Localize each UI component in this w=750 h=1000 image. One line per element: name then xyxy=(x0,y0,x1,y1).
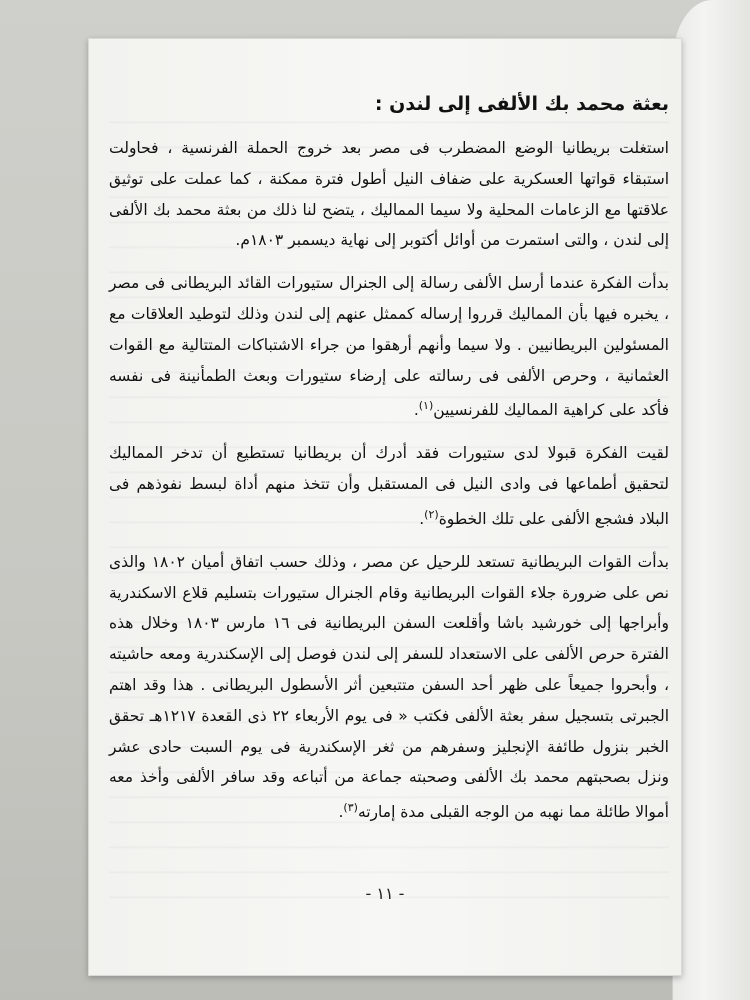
paragraph-3-text: لقيت الفكرة قبولا لدى ستيورات فقد أدرك أن بريطانيا تستطيع أن تدخر المماليك لتحقيق أطماعها فى وادى النيل فى المستقبل وأن تتخذ منهم أداة لبسط نفوذهم فى البلاد فشجع الألفى على تلك الخطوة xyxy=(109,444,669,529)
paragraph-2: بدأت الفكرة عندما أرسل الألفى رسالة إلى الجنرال ستيورات القائد البريطانى فى مصر ، يخبره فيها بأن المماليك قرروا إرساله كممثل عنهم إلى لندن وذلك لتوطيد العلاقات مع المسئولين البريطانيين . ولا سيما وأنهم أرهقوا من جراء الاشتباكات المتتالية مع القوات العثمانية ، وحرص الألفى فى رسالته على إرضاء ستيورات وبعث الطمأنينة فى نفسه فأكد على كراهية المماليك للفرنسيين$^{(١)}$. xyxy=(109,274,669,420)
paragraph-4-text: بدأت القوات البريطانية تستعد للرحيل عن مصر ، وذلك حسب اتفاق أميان ١٨٠٢ والذى نص على ضرورة جلاء القوات البريطانية وقام الجنرال ستيورات بتسليم قلاع الاسكندرية وأبراجها إلى خورشيد باشا وأقلعت السفن البريطانية فى ١٦ مارس ١٨٠٣ وخلال هذه الفترة حرص الألفى على الاستعداد للسفر إلى لندن فوصل إلى الإسكندرية ومعه حاشيته ، وأبحروا جميعاً على ظهر أحد السفن متتبعين أثر الأسطول البريطانى . هذا وقد اهتم الجبرتى بتسجيل سفر بعثة الألفى فكتب « فى يوم الأربعاء ٢٢ ذى القعدة ١٢١٧هـ تحقق الخبر بنزول طائفة الإنجليز وسفرهم من ثغر الإسكندرية فى يوم السبت حادى عشر ونزل بصحبتهم محمد بك الألفى وصحبته جماعة من أتباعه وقد سافر الألفى وأخذ معه أموالا طائلة مما نهبه من الوجه القبلى مدة إمارته xyxy=(109,552,670,822)
paragraph-1-text: استغلت بريطانيا الوضع المضطرب فى مصر بعد خروج الحملة الفرنسية ، فحاولت استبقاء قواتها العسكرية على ضفاف النيل أطول فترة ممكنة ، كما عملت على توثيق علاقتها مع الزعامات المحلية ولا سيما المماليك ، يتضح لنا ذلك من بعثة محمد بك الألفى إلى لندن ، والتى استمرت من أوائل أكتوبر إلى نهاية ديسمبر ١٨٠٣م. xyxy=(109,139,669,250)
paragraph-1 xyxy=(109,133,669,256)
page-content xyxy=(109,89,669,840)
footnote-mark-1: (١) xyxy=(418,399,434,413)
paragraph-4 xyxy=(109,547,669,828)
page-number: - ١١ - xyxy=(365,884,405,903)
footnote-mark-3: (٣) xyxy=(343,801,358,815)
section-heading: بعثة محمد بك الألفى إلى لندن : xyxy=(374,93,669,115)
book-page-edge xyxy=(672,0,750,1000)
paragraph-4-tail: . xyxy=(338,803,344,822)
footnote-mark-2: (٢) xyxy=(424,507,439,521)
paragraph-2-text: بدأت الفكرة عندما أرسل الألفى رسالة إلى الجنرال ستيورات القائد البريطانى فى مصر ، يخبره فيها بأن المماليك قرروا إرساله كممثل عنهم إلى لندن وذلك لتوطيد العلاقات مع المسئولين البريطانيين . ولا سيما وأنهم أرهقوا من جراء الاشتباكات المتتالية مع القوات العثمانية ، وحرص الألفى فى رسالته على إرضاء ستيورات وبعث الطمأنينة فى نفسه فأكد على كراهية المماليك للفرنسيين xyxy=(109,274,669,420)
book-page xyxy=(88,38,682,976)
paragraph-3: لقيت الفكرة قبولا لدى ستيورات فقد أدرك أن بريطانيا تستطيع أن تدخر المماليك لتحقيق أطماعها فى وادى النيل فى المستقبل وأن تتخذ منهم أداة لبسط نفوذهم فى البلاد فشجع الألفى على تلك الخطوة$^{(٢)}$. xyxy=(109,444,669,529)
